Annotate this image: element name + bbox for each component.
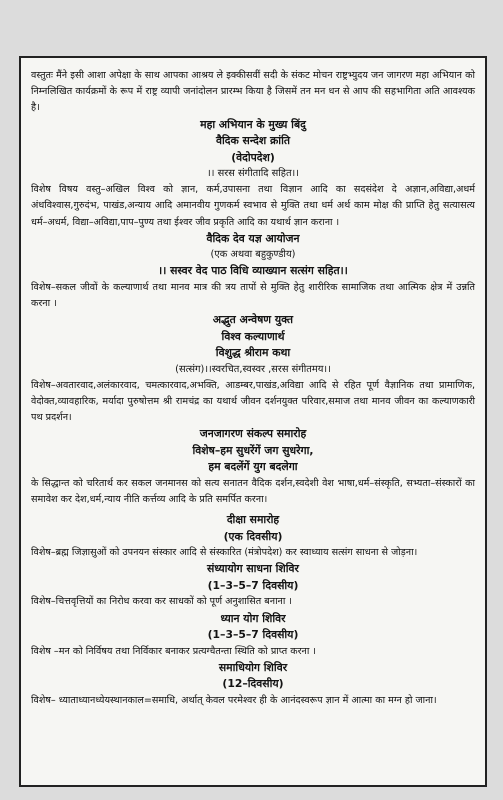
section-7-subtitle: (1–3–5–7 दिवसीय) (207, 628, 299, 642)
section-2-subtitle: (एक अथवा बहुकुण्डीय) (210, 249, 296, 261)
main-heading: महा अभियान के मुख्य बिंदु (200, 117, 306, 131)
section-8-subtitle: (12–दिवसीय) (222, 677, 284, 691)
section-5-title: दीक्षा समारोह (226, 513, 280, 527)
section-1-body: विशेष विषय वस्तु–अखिल विश्व को ज्ञान, कर्म,उपासना तथा विज्ञान आदि का सदसंदेश दे अज्ञान,अविद्या,अधर्म अंधविश्वास,गुरुदंभ, पाखंड,अन्याय आदि अमानवीय गुणकर्म स्वभाव से मुक्ति तथा धर्म अर्थ काम मोक्ष की प्राप्ति हेतु सत्यासत्य धर्म–अधर्म, विद्या–अविद्या,पाप–पुण्य तथा ईश्वर जीव प्रकृति आदि का यथार्थ ज्ञान कराना । (31, 184, 475, 228)
section-3-note: (सत्संग)।।स्वरचित,स्वस्वर ,सरस संगीतमय।। (175, 363, 331, 375)
section-7-title: ध्यान योग शिविर (220, 611, 286, 625)
section-3-line-2: विश्व कल्याणार्थ (221, 329, 285, 343)
section-4-slogan-2: हम बदलेंगें युग बदलेगा (208, 460, 298, 474)
section-5-body: विशेष–ब्रह्म जिज्ञासुओं को उपनयन संस्कार आदि से संस्कारित (मंत्रोपदेश) कर स्वाध्याय सत्संग साधना से जोड़ना। (31, 547, 418, 559)
section-3-title: विशुद्ध श्रीराम कथा (215, 346, 291, 360)
section-6-body: विशेष–चित्तवृत्तियों का निरोध करवा कर साधकों को पूर्ण अनुशासित बनाना । (31, 596, 293, 608)
section-1-subtitle: (वेदोपदेश) (231, 150, 275, 164)
section-8-title: समाधियोग शिविर (218, 660, 288, 674)
section-1-title: वैदिक सन्देश क्रांति (215, 134, 291, 148)
section-2-body: विशेष–सकल जीवों के कल्याणार्थ तथा मानव मात्र की त्रय तापों से मुक्ति हेतु शारीरिक सामाजिक तथा आत्मिक क्षेत्र में उन्नति करना । (31, 281, 475, 309)
section-6-subtitle: (1–3–5–7 दिवसीय) (207, 578, 299, 592)
section-2-note: ।। सस्वर वेद पाठ विधि व्याख्यान सत्संग सहित।। (158, 264, 348, 278)
section-6-title: संध्यायोग साधना शिविर (207, 562, 299, 576)
document-content (31, 68, 475, 709)
section-3-body: विशेष–अवतारवाद,अलंकारवाद, चमत्कारवाद,अभक्ति, आडम्बर,पाखंड,अविद्या आदि से रहित पूर्ण वैज्ञानिक तथा प्रामाणिक, वेदोक्त,व्यावहारिक, मर्यादा पुरुषोत्तम श्री रामचंद्र का यथार्थ जीवन दर्शनयुक्त परिवार,समाज तथा मानव जीवन का कल्याणकारी पथ प्रदर्शन। (31, 379, 475, 424)
section-4-body: के सिद्धान्त को चरितार्थ कर सकल जनमानस को सत्य सनातन वैदिक दर्शन,स्वदेशी वेश भाषा,धर्म–संस्कृति, सभ्यता–संस्कारों का समावेश कर देश,धर्म,न्याय नीति कर्त्तव्य आदि के प्रति समर्पित करना। (31, 477, 475, 505)
section-4-title: जनजागरण संकल्प समारोह (199, 427, 307, 441)
section-8-body: विशेष– ध्याताध्यानध्येयस्थानकाल=समाधि, अर्थात् केवल परमेश्वर ही के आनंदस्वरूप ज्ञान में आत्मा का मग्न हो जाना। (31, 694, 437, 706)
section-4-slogan-1: विशेष–हम सुधरेंगें जग सुधरेगा, (192, 443, 314, 457)
section-7-body: विशेष –मन को निर्विषय तथा निर्विकार बनाकर प्रत्यग्चैतन्ता स्थिति को प्राप्त करना । (31, 645, 317, 657)
section-5-subtitle: (एक दिवसीय) (223, 529, 283, 543)
intro-paragraph: वस्तुतः मैंने इसी आशा अपेक्षा के साथ आपका आश्रय ले इक्कीसवीं सदी के संकट मोचन राष्ट्रभ्युदय जन जागरण महा अभियान को निम्नलिखित कार्यक्रमों के रूप में राष्ट्र व्यापी जनांदोलन प्रारम्भ किया है जिसमें तन मन धन से आप की सहभागिता अति आवश्यक है। (31, 70, 475, 114)
section-2-title: वैदिक देव यज्ञ आयोजन (206, 231, 300, 245)
document-page (19, 56, 487, 787)
section-3-line-1: अद्भुत अन्वेषण युक्त (212, 313, 294, 327)
section-1-note: ।। सरस संगीतादि सहित।। (207, 168, 299, 180)
